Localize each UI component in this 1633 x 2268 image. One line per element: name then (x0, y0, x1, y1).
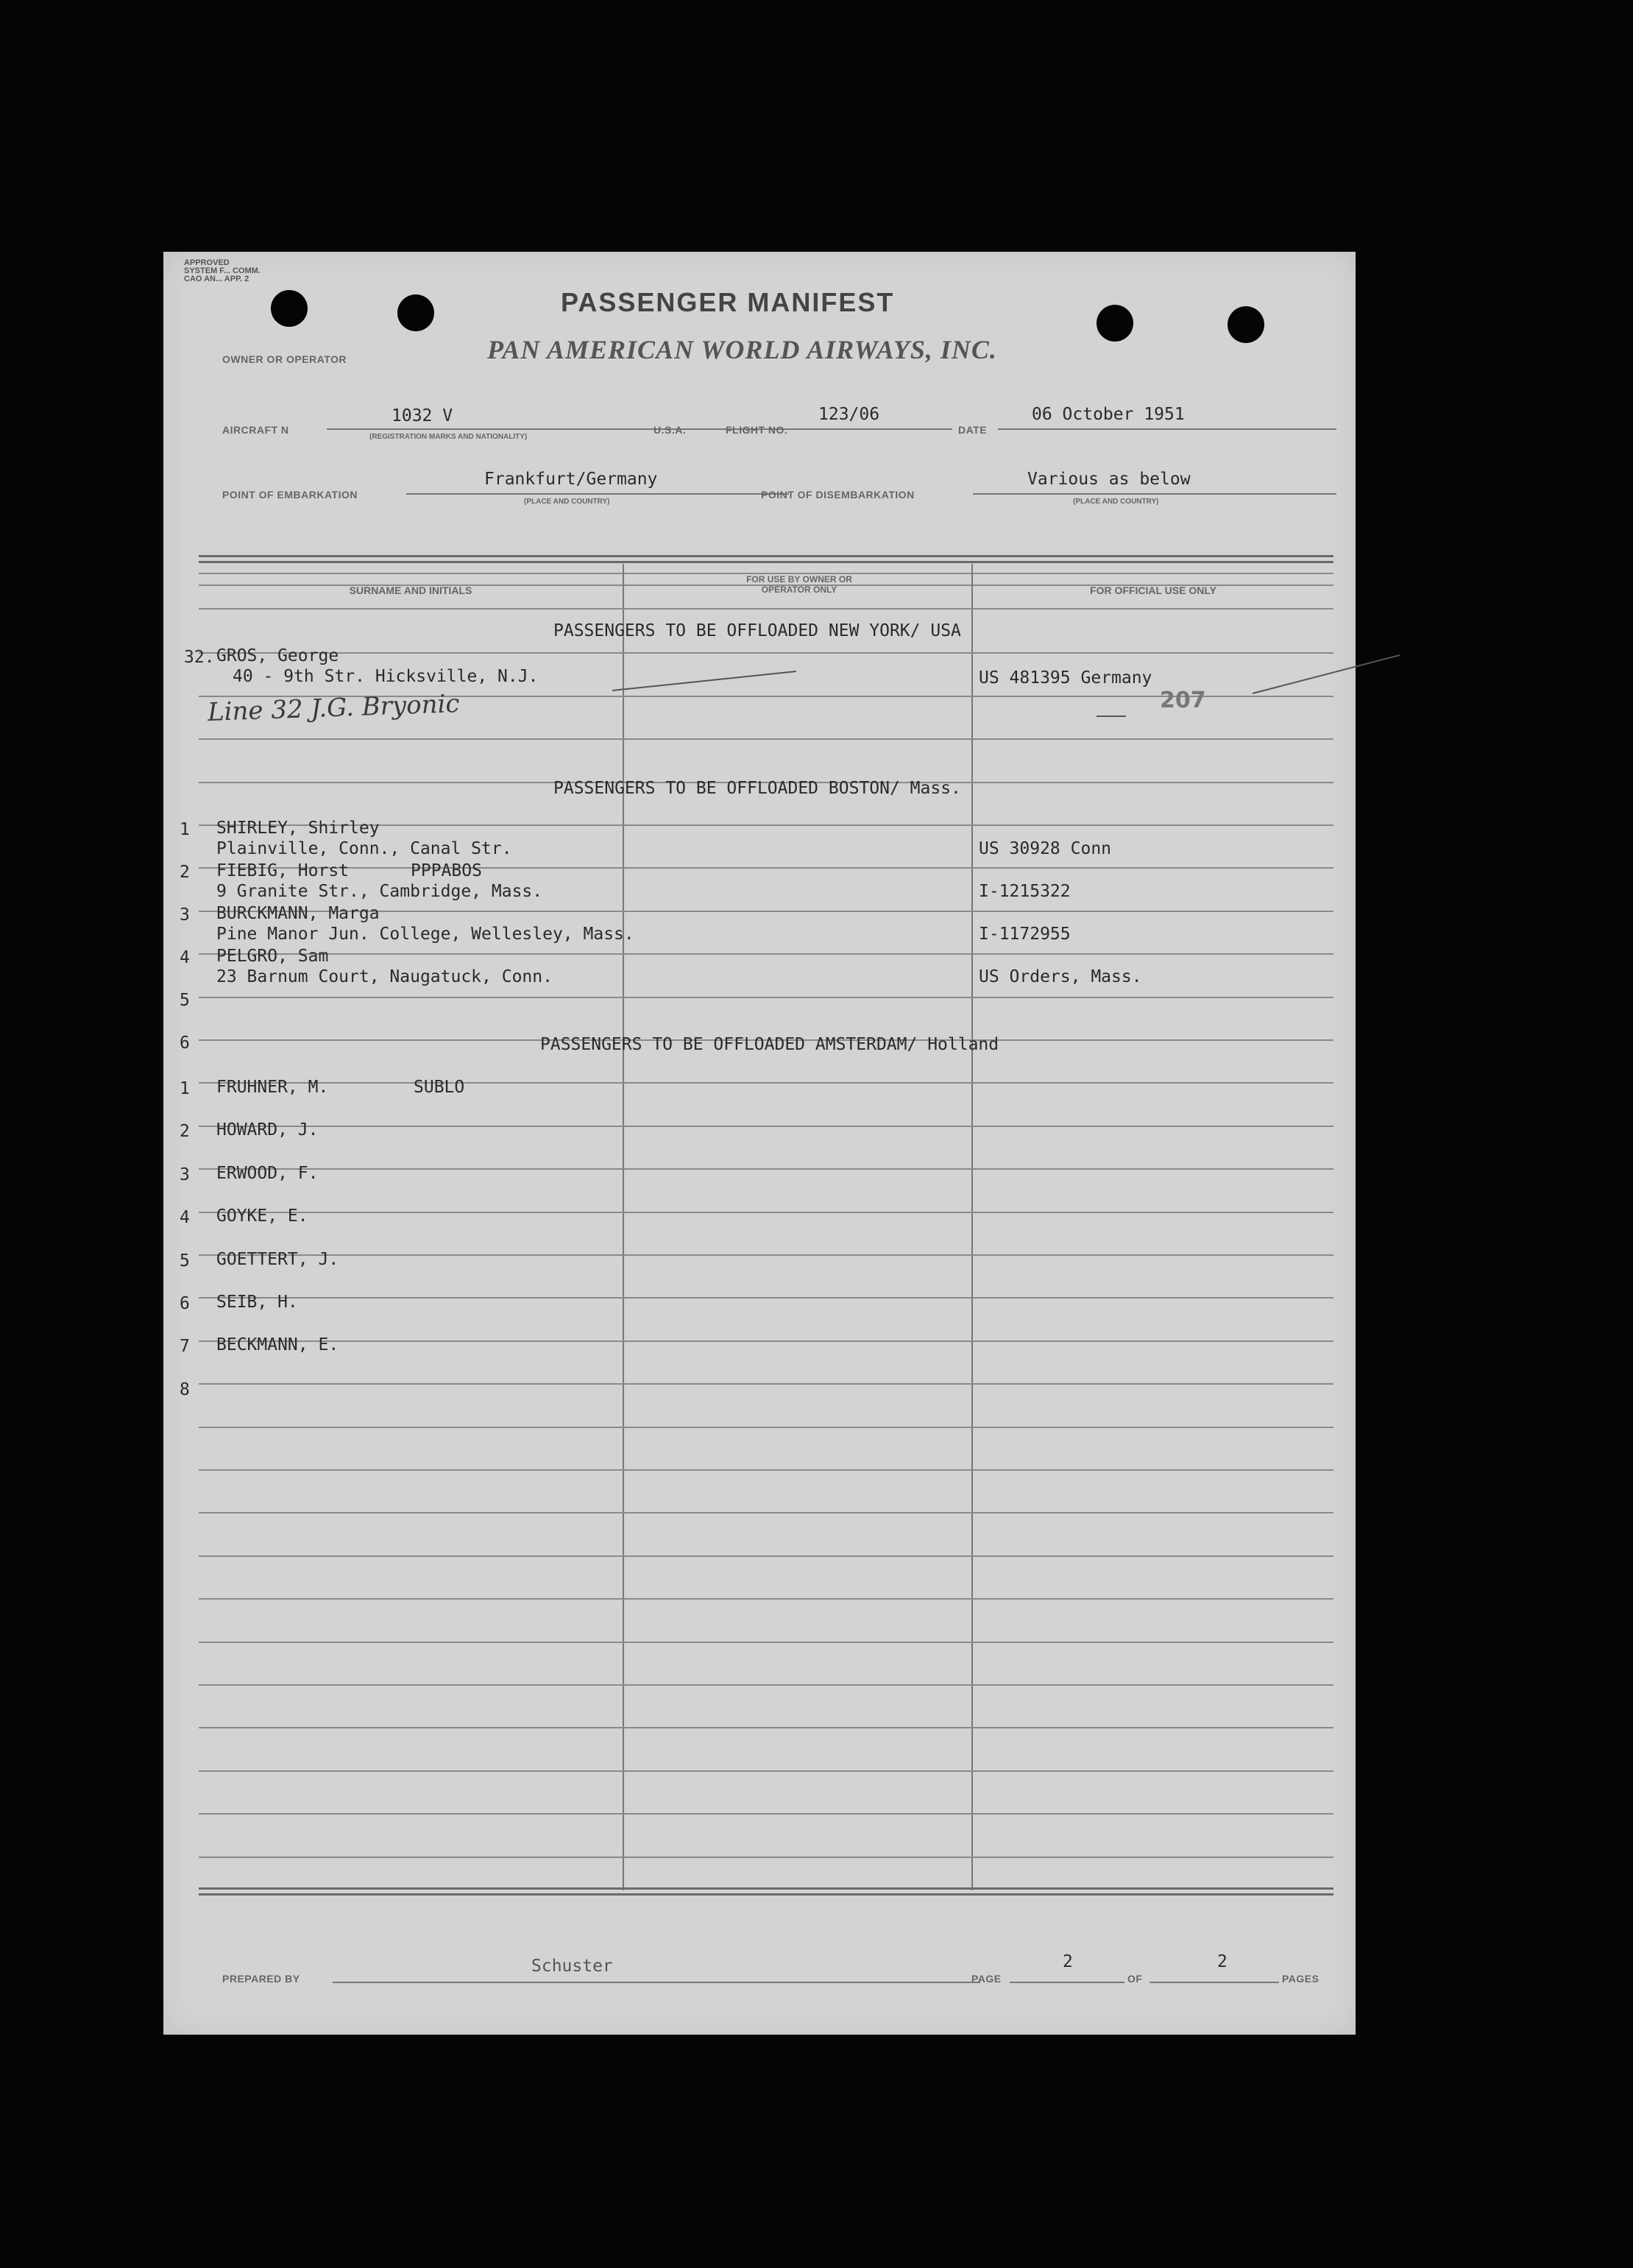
prepared-by-label: PREPARED BY (222, 1973, 300, 1985)
passenger-code: PPPABOS (411, 861, 482, 880)
passenger-number: 32. (184, 648, 215, 667)
owner-label: OWNER OR OPERATOR (222, 353, 347, 365)
row-number: 1 (180, 820, 190, 839)
row-number: 1 (180, 1079, 190, 1098)
row-number: 8 (180, 1380, 190, 1399)
company-name: PAN AMERICAN WORLD AIRWAYS, INC. (487, 335, 997, 364)
punch-hole (1228, 306, 1264, 343)
section-header-new-york: PASSENGERS TO BE OFFLOADED NEW YORK/ USA (553, 621, 961, 640)
passenger-name: SEIB, H. (216, 1293, 298, 1312)
passenger-name: BECKMANN, E. (216, 1335, 339, 1354)
official-entry: US 481395 Germany (979, 668, 1152, 688)
passenger-name: GOETTERT, J. (216, 1250, 339, 1269)
of-label: OF (1127, 1973, 1143, 1985)
row-number: 7 (180, 1337, 190, 1356)
passenger-name: FIEBIG, Horst (216, 861, 350, 880)
disembarkation-value: Various as below (1027, 470, 1191, 489)
col-official-header: FOR OFFICIAL USE ONLY (1090, 584, 1216, 596)
form-title: PASSENGER MANIFEST (561, 287, 895, 317)
date-value: 06 October 1951 (1032, 405, 1185, 424)
row-number: 4 (180, 948, 190, 967)
punch-hole (1097, 305, 1133, 342)
prepared-by-value: Schuster (531, 1957, 613, 1976)
pen-stroke (605, 649, 1400, 708)
row-number: 3 (180, 1165, 190, 1184)
passenger-name: BURCKMANN, Marga (216, 904, 380, 923)
passenger-name: GOYKE, E. (216, 1207, 308, 1226)
punch-hole (397, 294, 434, 331)
date-label: DATE (958, 424, 988, 436)
stamp-number: 207 (1160, 688, 1206, 713)
flight-label: FLIGHT NO. (726, 424, 788, 436)
section-header-boston: PASSENGERS TO BE OFFLOADED BOSTON/ Mass. (553, 779, 961, 798)
passenger-name: PELGRO, Sam (216, 947, 329, 966)
row-number: 3 (180, 905, 190, 925)
usa-label: U.S.A. (653, 424, 687, 436)
passenger-address: Pine Manor Jun. College, Wellesley, Mass. (216, 925, 634, 944)
manifest-sheet (163, 252, 1356, 2035)
page-label: PAGE (971, 1973, 1002, 1985)
col-surname-header: SURNAME AND INITIALS (349, 584, 472, 596)
official-entry: I-1215322 (979, 882, 1071, 901)
passenger-name: GROS, George (216, 646, 339, 665)
official-entry: I-1172955 (979, 925, 1071, 944)
registration-caption: (REGISTRATION MARKS AND NATIONALITY) (369, 433, 528, 441)
col-owner-header: FOR USE BY OWNER OR OPERATOR ONLY (746, 574, 852, 595)
row-number: 6 (180, 1034, 190, 1053)
passenger-name: ERWOOD, F. (216, 1164, 319, 1183)
official-entry: US 30928 Conn (979, 839, 1112, 858)
embarkation-caption: (PLACE AND COUNTRY) (524, 498, 610, 506)
row-number: 6 (180, 1294, 190, 1313)
official-entry: US Orders, Mass. (979, 967, 1142, 986)
of-value: 2 (1217, 1952, 1228, 1971)
disembarkation-caption: (PLACE AND COUNTRY) (1073, 498, 1159, 506)
embarkation-label: POINT OF EMBARKATION (222, 489, 358, 501)
passenger-code: SUBLO (414, 1078, 465, 1097)
passenger-address: Plainville, Conn., Canal Str. (216, 839, 512, 858)
row-number: 5 (180, 1251, 190, 1271)
page-value: 2 (1063, 1952, 1073, 1971)
row-number: 2 (180, 1122, 190, 1141)
aircraft-value: 1032 V (392, 406, 453, 425)
passenger-name: SHIRLEY, Shirley (216, 819, 380, 838)
passenger-name: FRUHNER, M. (216, 1078, 329, 1097)
row-number: 2 (180, 863, 190, 882)
handwritten-annotation: Line 32 J.G. Bryonic (207, 689, 461, 727)
row-number: 5 (180, 991, 190, 1010)
column-divider (971, 564, 973, 1890)
row-number: 4 (180, 1208, 190, 1227)
passenger-address: 9 Granite Str., Cambridge, Mass. (216, 882, 543, 901)
punch-hole (271, 290, 308, 327)
section-header-amsterdam: PASSENGERS TO BE OFFLOADED AMSTERDAM/ Holland (540, 1035, 999, 1054)
disembarkation-label: POINT OF DISEMBARKATION (761, 489, 915, 501)
passenger-address: 40 - 9th Str. Hicksville, N.J. (233, 667, 539, 686)
column-divider (623, 564, 624, 1890)
passenger-address: 23 Barnum Court, Naugatuck, Conn. (216, 967, 553, 986)
embarkation-value: Frankfurt/Germany (484, 470, 658, 489)
pages-label: PAGES (1282, 1973, 1319, 1985)
flight-value: 123/06 (818, 405, 880, 424)
passenger-name: HOWARD, J. (216, 1120, 319, 1140)
aircraft-label: AIRCRAFT N (222, 424, 289, 436)
approval-stamp: APPROVED SYSTEM F... COMM. CAO AN... APP. 2 (184, 258, 261, 283)
